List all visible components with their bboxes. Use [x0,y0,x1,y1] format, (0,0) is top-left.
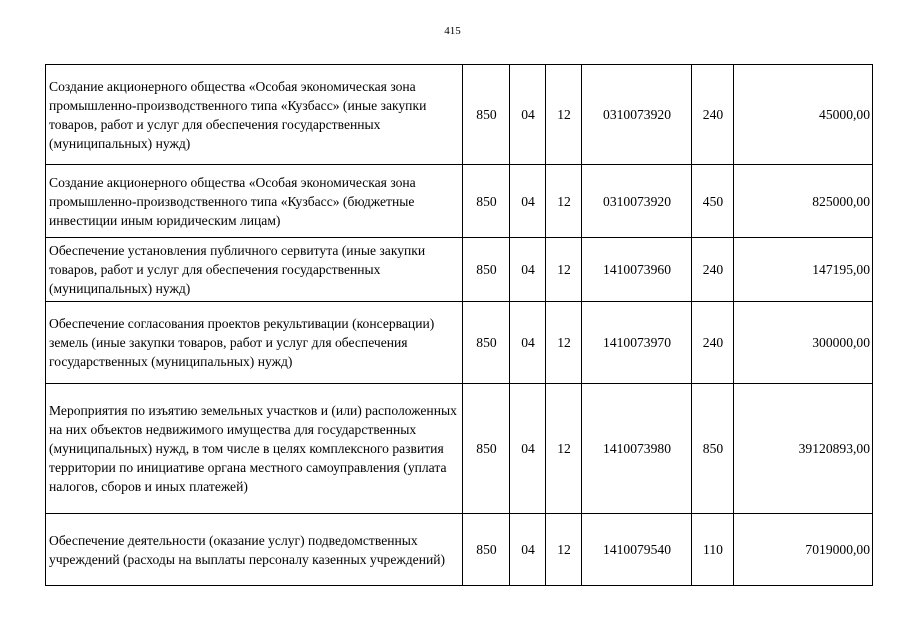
podrazdel-code: 12 [546,514,582,586]
target-article-code: 1410073970 [582,302,692,384]
grbs-code: 850 [463,65,510,165]
amount-value: 45000,00 [734,65,873,165]
podrazdel-code: 12 [546,384,582,514]
razdel-code: 04 [510,384,546,514]
grbs-code: 850 [463,384,510,514]
table-row [46,514,873,586]
table-row [46,302,873,384]
budget-table [45,64,873,586]
table-row [46,384,873,514]
row-description: Обеспечение установления публичного сервитута (иные закупки товаров, работ и услуг для обеспечения государственных (муниципальных) нужд) [46,238,463,302]
razdel-code: 04 [510,238,546,302]
expense-type-code: 240 [692,302,734,384]
amount-value: 39120893,00 [734,384,873,514]
grbs-code: 850 [463,302,510,384]
row-description: Обеспечение деятельности (оказание услуг) подведомственных учреждений (расходы на выплаты персоналу казенных учреждений) [46,514,463,586]
grbs-code: 850 [463,238,510,302]
expense-type-code: 110 [692,514,734,586]
page-number: 415 [444,25,461,37]
expense-type-code: 450 [692,165,734,238]
row-description: Обеспечение согласования проектов рекультивации (консервации) земель (иные закупки товаров, работ и услуг для обеспечения государственных (муниципальных) нужд) [46,302,463,384]
podrazdel-code: 12 [546,65,582,165]
row-description: Мероприятия по изъятию земельных участков и (или) расположенных на них объектов недвижимого имущества для государственных (муниципальных) нужд, в том числе в целях комплексного развития территории по инициативе органа местного самоуправления (уплата налогов, сборов и иных платежей) [46,384,463,514]
amount-value: 147195,00 [734,238,873,302]
target-article-code: 1410073980 [582,384,692,514]
row-description: Создание акционерного общества «Особая экономическая зона промышленно-производственного типа «Кузбасс» (бюджетные инвестиции иным юридическим лицам) [46,165,463,238]
table-row [46,165,873,238]
grbs-code: 850 [463,165,510,238]
expense-type-code: 240 [692,65,734,165]
podrazdel-code: 12 [546,302,582,384]
target-article-code: 0310073920 [582,65,692,165]
expense-type-code: 240 [692,238,734,302]
razdel-code: 04 [510,65,546,165]
expense-type-code: 850 [692,384,734,514]
table-row [46,238,873,302]
amount-value: 300000,00 [734,302,873,384]
amount-value: 7019000,00 [734,514,873,586]
podrazdel-code: 12 [546,238,582,302]
row-description: Создание акционерного общества «Особая экономическая зона промышленно-производственного типа «Кузбасс» (иные закупки товаров, работ и услуг для обеспечения государственных (муниципальных) нужд) [46,65,463,165]
grbs-code: 850 [463,514,510,586]
amount-value: 825000,00 [734,165,873,238]
table-row [46,65,873,165]
razdel-code: 04 [510,302,546,384]
razdel-code: 04 [510,165,546,238]
podrazdel-code: 12 [546,165,582,238]
razdel-code: 04 [510,514,546,586]
target-article-code: 1410073960 [582,238,692,302]
target-article-code: 1410079540 [582,514,692,586]
target-article-code: 0310073920 [582,165,692,238]
